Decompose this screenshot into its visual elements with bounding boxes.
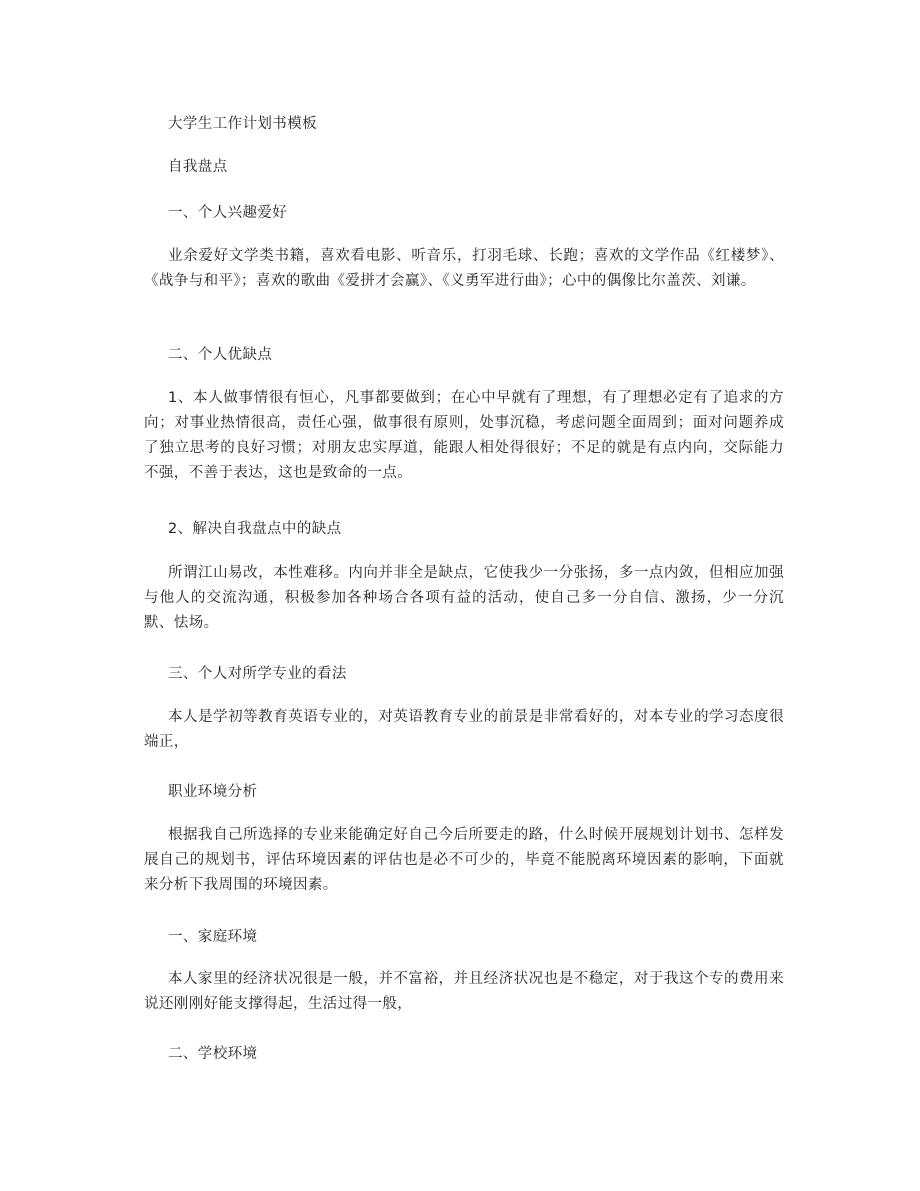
paragraph-career-environment: 根据我自己所选择的专业来能确定好自己今后所要走的路，什么时候开展规划计划书、怎样发展自己的规划书，评估环境因素的评估也是必不可少的，毕竟不能脱离环境因素的影响，下面就来分析下我周围的环境因素。 (144, 827, 784, 893)
paragraph-major-view: 本人是学初等教育英语专业的，对英语教育专业的前景是非常看好的，对本专业的学习态度很端正， (144, 709, 784, 750)
heading-strengths-weaknesses: 二、个人优缺点 (168, 347, 273, 363)
paragraph-strengths-weaknesses: 1、本人做事情很有恒心，凡事都要做到；在心中早就有了理想，有了理想必定有了追求的方向；对事业热情很高，责任心强，做事很有原则，处事沉稳，考虑问题全面周到；面对问题养成了独立思考的良好习惯；对朋友忠实厚道，能跟人相处得很好；不足的就是有点内向，交际能力不强，不善于表达，这也是致命的一点。 (144, 390, 784, 481)
heading-family-environment: 一、家庭环境 (168, 929, 258, 945)
paragraph-family-environment: 本人家里的经济状况很是一般，并不富裕，并且经济状况也是不稳定，对于我这个专的费用来说还刚刚好能支撑得起，生活过得一般， (144, 971, 784, 1012)
heading-career-environment: 职业环境分析 (168, 784, 258, 800)
heading-school-environment: 二、学校环境 (168, 1046, 258, 1062)
paragraph-solve-weaknesses: 所谓江山易改，本性难移。内向并非全是缺点，它使我少一分张扬，多一点内敛，但相应加强与他人的交流沟通，积极参加各种场合各项有益的活动，使自己多一分自信、激扬，少一分沉默、怯场。 (144, 565, 784, 631)
heading-major-view: 三、个人对所学专业的看法 (168, 666, 347, 682)
paragraph-personal-interests: 业余爱好文学类书籍，喜欢看电影、听音乐，打羽毛球、长跑；喜欢的文学作品《红楼梦》、《战争与和平》；喜欢的歌曲《爱拼才会赢》、《义勇军进行曲》；心中的偶像比尔盖茨、刘谦。 (144, 248, 784, 289)
heading-personal-interests: 一、个人兴趣爱好 (168, 205, 288, 221)
heading-self-assessment: 自我盘点 (168, 159, 228, 175)
heading-solve-weaknesses: 2、解决自我盘点中的缺点 (168, 521, 342, 537)
document-title: 大学生工作计划书模板 (168, 116, 317, 132)
